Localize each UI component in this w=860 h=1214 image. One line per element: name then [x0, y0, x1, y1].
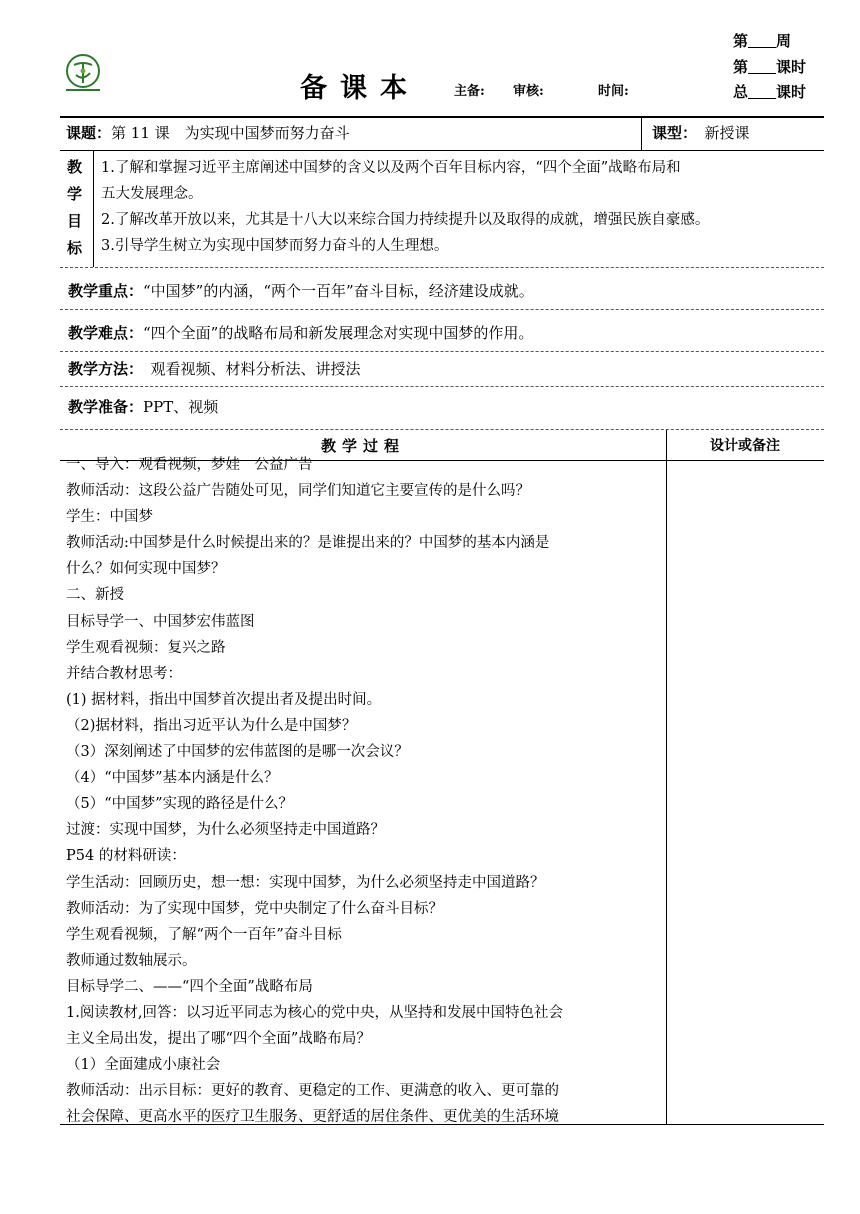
week-counter: 第 周	[733, 32, 792, 50]
process-line: 教师活动：为了实现中国梦，党中央制定了什么奋斗目标？	[66, 900, 443, 917]
shijian-label: 时间:	[598, 84, 629, 99]
process-line: 目标导学一、中国梦宏伟蓝图	[66, 613, 255, 630]
process-line: 教师活动：这段公益广告随处可见，同学们知道它主要宣传的是什么吗？	[66, 483, 530, 500]
type-label: 课型：	[652, 124, 690, 142]
process-line: 什么？如何实现中国梦？	[66, 561, 226, 578]
page-title: 备课本	[300, 73, 420, 104]
process-line: 教师活动:中国梦是什么时候提出来的？是谁提出来的？中国梦的基本内涵是	[66, 535, 550, 552]
goal-line: 2.了解改革开放以来，尤其是十八大以来综合国力持续提升以及取得的成就，增强民族自豪感。	[101, 212, 710, 228]
shenhe-label: 审核:	[513, 84, 544, 99]
process-line: 目标导学二、——“四个全面”战略布局	[66, 978, 313, 995]
process-line: （5）“中国梦”实现的路径是什么？	[66, 796, 294, 813]
lesson-plan-table	[60, 117, 824, 461]
process-line: 二、新授	[66, 587, 124, 604]
topic-row	[60, 117, 824, 151]
methods-value: 观看视频、材料分析法、讲授法	[150, 360, 361, 378]
process-line: 学生观看视频，了解“两个一百年”奋斗目标	[66, 926, 342, 943]
process-header: 教学过程	[320, 437, 405, 455]
type-value: 新授课	[704, 124, 750, 142]
total-counter: 总 课时	[733, 83, 807, 101]
key-points-value: “中国梦”的内涵，“两个一百年”奋斗目标，经济建设成就。	[143, 282, 534, 300]
process-line: （3）深刻阐述了中国梦的宏伟蓝图的是哪一次会议？	[66, 744, 409, 761]
difficulties-value: “四个全面”的战略布局和新发展理念对实现中国梦的作用。	[143, 324, 534, 342]
teaching-process	[66, 452, 664, 1130]
lesson-counter: 第 课时	[733, 58, 807, 76]
difficulties-row: 教学难点：“四个全面”的战略布局和新发展理念对实现中国梦的作用。	[60, 310, 824, 352]
bottom-rule	[60, 1124, 824, 1125]
process-line: 学生：中国梦	[66, 509, 153, 526]
notes-header: 设计或备注	[710, 438, 780, 454]
process-line: （4）“中国梦”基本内涵是什么？	[66, 770, 279, 787]
column-divider	[666, 452, 667, 1124]
goals-label: 教 学 目 标	[67, 158, 83, 257]
topic-label: 课题：	[66, 124, 112, 142]
process-line: 学生观看视频：复兴之路	[66, 639, 226, 656]
preparation-value: PPT、视频	[143, 398, 219, 416]
goals-list	[101, 155, 823, 259]
process-line: 学生活动：回顾历史，想一想：实现中国梦，为什么必须坚持走中国道路？	[66, 874, 545, 891]
process-line: （1）全面建成小康社会	[66, 1057, 221, 1074]
process-line: (1) 据材料，指出中国梦首次提出者及提出时间。	[66, 691, 382, 708]
process-line: （2)据材料，指出习近平认为什么是中国梦？	[66, 717, 357, 734]
goal-line: 1.了解和掌握习近平主席阐述中国梦的含义以及两个百年目标内容，“四个全面”战略布局和	[101, 160, 681, 176]
process-line: 过渡：实现中国梦，为什么必须坚持走中国道路？	[66, 822, 385, 839]
process-line: 教师通过数轴展示。	[66, 952, 197, 969]
process-line: 社会保障、更高水平的医疗卫生服务、更舒适的居住条件、更优美的生活环境	[66, 1109, 559, 1126]
process-line: 1.阅读教材,回答：以习近平同志为核心的党中央，从坚持和发展中国特色社会	[66, 1004, 563, 1021]
key-points-row: 教学重点：“中国梦”的内涵，“两个一百年”奋斗目标，经济建设成就。	[60, 268, 824, 310]
process-line: 主义全局出发，提出了哪“四个全面”战略布局？	[66, 1031, 371, 1048]
process-line: 教师活动：出示目标：更好的教育、更稳定的工作、更满意的收入、更可靠的	[66, 1083, 559, 1100]
goal-line: 五大发展理念。	[101, 186, 203, 202]
goals-row	[60, 151, 824, 268]
zhubei-label: 主备:	[454, 84, 485, 99]
goal-line: 3.引导学生树立为实现中国梦而努力奋斗的人生理想。	[101, 238, 449, 254]
methods-row: 教学方法： 观看视频、材料分析法、讲授法	[60, 352, 824, 387]
school-logo	[60, 53, 106, 93]
process-line: 并结合教材思考：	[66, 665, 182, 682]
topic-value: 第 11 课 为实现中国梦而努力奋斗	[111, 124, 350, 142]
process-line: 一、导入：观看视频，梦娃 公益广告	[66, 457, 313, 473]
process-line: P54 的材料研读：	[66, 848, 186, 865]
preparation-row: 教学准备：PPT、视频	[60, 387, 824, 430]
